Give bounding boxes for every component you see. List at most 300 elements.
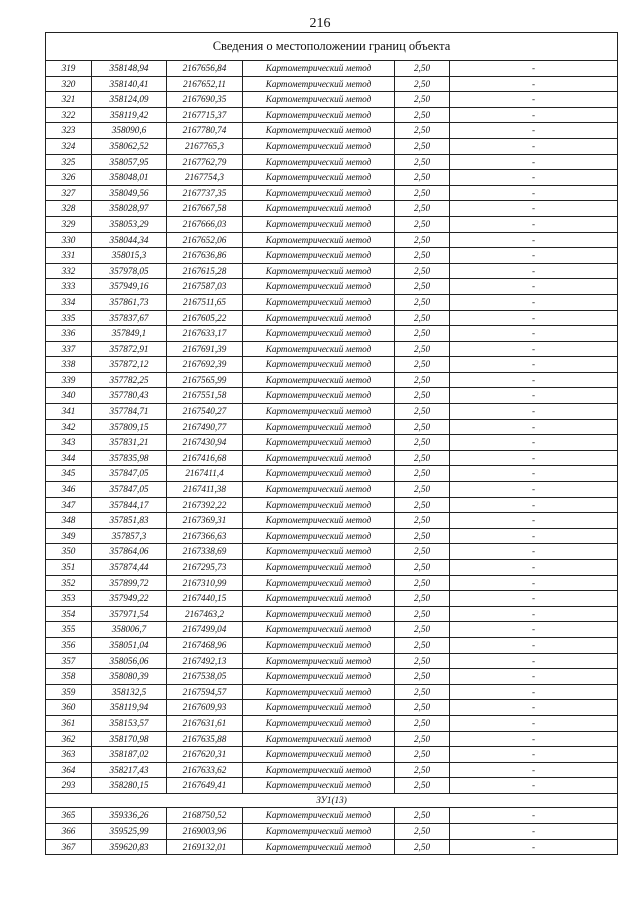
method-cell: Картометрический метод [243,185,395,201]
x-coordinate-cell: 358124,09 [92,92,167,108]
method-cell: Картометрический метод [243,76,395,92]
table-row [46,839,618,855]
table-row [46,747,618,763]
method-cell: Картометрический метод [243,497,395,513]
y-coordinate-cell: 2167490,77 [167,419,243,435]
table-title: Сведения о местоположении границ объекта [46,33,618,61]
method-cell: Картометрический метод [243,544,395,560]
accuracy-cell: 2,50 [395,497,450,513]
table-row [46,778,618,794]
note-cell: - [450,560,618,576]
table-row [46,123,618,139]
note-cell: - [450,419,618,435]
y-coordinate-cell: 2167538,05 [167,669,243,685]
y-coordinate-cell: 2167754,3 [167,170,243,186]
note-cell: - [450,232,618,248]
y-coordinate-cell: 2167765,3 [167,138,243,154]
point-number-cell: 363 [46,747,92,763]
table-row [46,326,618,342]
table-row [46,201,618,217]
y-coordinate-cell: 2167416,68 [167,450,243,466]
note-cell: - [450,513,618,529]
point-number-cell: 351 [46,560,92,576]
point-number-cell: 364 [46,762,92,778]
point-number-cell: 362 [46,731,92,747]
y-coordinate-cell: 2167666,03 [167,216,243,232]
x-coordinate-cell: 358119,42 [92,107,167,123]
accuracy-cell: 2,50 [395,575,450,591]
table-row [46,61,618,77]
y-coordinate-cell: 2167369,31 [167,513,243,529]
method-cell: Картометрический метод [243,216,395,232]
point-number-cell: 328 [46,201,92,217]
accuracy-cell: 2,50 [395,61,450,77]
y-coordinate-cell: 2167737,35 [167,185,243,201]
x-coordinate-cell: 357847,05 [92,466,167,482]
note-cell: - [450,575,618,591]
method-cell: Картометрический метод [243,357,395,373]
y-coordinate-cell: 2167295,73 [167,560,243,576]
note-cell: - [450,341,618,357]
accuracy-cell: 2,50 [395,637,450,653]
method-cell: Картометрический метод [243,747,395,763]
x-coordinate-cell: 359620,83 [92,839,167,855]
note-cell: - [450,294,618,310]
point-number-cell: 324 [46,138,92,154]
accuracy-cell: 2,50 [395,653,450,669]
point-number-cell: 337 [46,341,92,357]
note-cell: - [450,653,618,669]
accuracy-cell: 2,50 [395,747,450,763]
point-number-cell: 329 [46,216,92,232]
x-coordinate-cell: 359525,99 [92,824,167,840]
y-coordinate-cell: 2167690,35 [167,92,243,108]
accuracy-cell: 2,50 [395,528,450,544]
method-cell: Картометрический метод [243,466,395,482]
point-number-cell: 340 [46,388,92,404]
method-cell: Картометрический метод [243,201,395,217]
note-cell: - [450,591,618,607]
table-row [46,544,618,560]
x-coordinate-cell: 358090,6 [92,123,167,139]
y-coordinate-cell: 2167551,58 [167,388,243,404]
method-cell: Картометрический метод [243,450,395,466]
accuracy-cell: 2,50 [395,482,450,498]
note-cell: - [450,482,618,498]
table-row [46,372,618,388]
x-coordinate-cell: 357861,73 [92,294,167,310]
accuracy-cell: 2,50 [395,513,450,529]
note-cell: - [450,216,618,232]
y-coordinate-cell: 2167463,2 [167,606,243,622]
x-coordinate-cell: 358132,5 [92,684,167,700]
method-cell: Картометрический метод [243,154,395,170]
y-coordinate-cell: 2167780,74 [167,123,243,139]
table-row [46,435,618,451]
note-cell: - [450,684,618,700]
note-cell: - [450,357,618,373]
x-coordinate-cell: 358028,97 [92,201,167,217]
point-number-cell: 333 [46,279,92,295]
note-cell: - [450,248,618,264]
y-coordinate-cell: 2167511,65 [167,294,243,310]
note-cell: - [450,263,618,279]
method-cell: Картометрический метод [243,591,395,607]
point-number-cell: 354 [46,606,92,622]
table-row [46,357,618,373]
x-coordinate-cell: 357864,06 [92,544,167,560]
point-number-cell: 361 [46,715,92,731]
accuracy-cell: 2,50 [395,357,450,373]
x-coordinate-cell: 358044,34 [92,232,167,248]
x-coordinate-cell: 357837,67 [92,310,167,326]
y-coordinate-cell: 2167492,13 [167,653,243,669]
method-cell: Картометрический метод [243,326,395,342]
accuracy-cell: 2,50 [395,326,450,342]
x-coordinate-cell: 358057,95 [92,154,167,170]
method-cell: Картометрический метод [243,482,395,498]
accuracy-cell: 2,50 [395,279,450,295]
method-cell: Картометрический метод [243,669,395,685]
method-cell: Картометрический метод [243,653,395,669]
point-number-cell: 342 [46,419,92,435]
y-coordinate-cell: 2167587,03 [167,279,243,295]
table-row [46,466,618,482]
note-cell: - [450,715,618,731]
y-coordinate-cell: 2167338,69 [167,544,243,560]
x-coordinate-cell: 357831,21 [92,435,167,451]
point-number-cell: 367 [46,839,92,855]
x-coordinate-cell: 358153,57 [92,715,167,731]
x-coordinate-cell: 357847,05 [92,482,167,498]
y-coordinate-cell: 2167366,63 [167,528,243,544]
x-coordinate-cell: 358049,56 [92,185,167,201]
x-coordinate-cell: 358148,94 [92,61,167,77]
note-cell: - [450,731,618,747]
x-coordinate-cell: 358080,39 [92,669,167,685]
point-number-cell: 320 [46,76,92,92]
x-coordinate-cell: 358051,04 [92,637,167,653]
accuracy-cell: 2,50 [395,778,450,794]
x-coordinate-cell: 358280,15 [92,778,167,794]
method-cell: Картометрический метод [243,513,395,529]
y-coordinate-cell: 2167310,99 [167,575,243,591]
method-cell: Картометрический метод [243,123,395,139]
x-coordinate-cell: 358006,7 [92,622,167,638]
method-cell: Картометрический метод [243,294,395,310]
accuracy-cell: 2,50 [395,248,450,264]
note-cell: - [450,107,618,123]
method-cell: Картометрический метод [243,372,395,388]
y-coordinate-cell: 2167762,79 [167,154,243,170]
y-coordinate-cell: 2167468,96 [167,637,243,653]
note-cell: - [450,824,618,840]
method-cell: Картометрический метод [243,560,395,576]
y-coordinate-cell: 2168750,52 [167,808,243,824]
method-cell: Картометрический метод [243,839,395,855]
y-coordinate-cell: 2167392,22 [167,497,243,513]
note-cell: - [450,279,618,295]
table-row [46,731,618,747]
table-row [46,669,618,685]
section-header-row [46,793,618,808]
note-cell: - [450,700,618,716]
method-cell: Картометрический метод [243,700,395,716]
point-number-cell: 327 [46,185,92,201]
point-number-cell: 357 [46,653,92,669]
note-cell: - [450,435,618,451]
x-coordinate-cell: 358140,41 [92,76,167,92]
x-coordinate-cell: 357782,25 [92,372,167,388]
point-number-cell: 331 [46,248,92,264]
note-cell: - [450,606,618,622]
point-number-cell: 334 [46,294,92,310]
note-cell: - [450,76,618,92]
point-number-cell: 350 [46,544,92,560]
method-cell: Картометрический метод [243,107,395,123]
accuracy-cell: 2,50 [395,762,450,778]
accuracy-cell: 2,50 [395,824,450,840]
accuracy-cell: 2,50 [395,404,450,420]
note-cell: - [450,388,618,404]
note-cell: - [450,310,618,326]
x-coordinate-cell: 358062,52 [92,138,167,154]
y-coordinate-cell: 2167692,39 [167,357,243,373]
x-coordinate-cell: 358048,01 [92,170,167,186]
note-cell: - [450,497,618,513]
method-cell: Картометрический метод [243,731,395,747]
table-row [46,138,618,154]
table-row [46,497,618,513]
accuracy-cell: 2,50 [395,808,450,824]
table-row [46,419,618,435]
y-coordinate-cell: 2167691,39 [167,341,243,357]
accuracy-cell: 2,50 [395,419,450,435]
point-number-cell: 321 [46,92,92,108]
method-cell: Картометрический метод [243,170,395,186]
note-cell: - [450,61,618,77]
table-row [46,279,618,295]
note-cell: - [450,123,618,139]
method-cell: Картометрический метод [243,138,395,154]
note-cell: - [450,622,618,638]
table-row [46,232,618,248]
point-number-cell: 358 [46,669,92,685]
accuracy-cell: 2,50 [395,216,450,232]
accuracy-cell: 2,50 [395,123,450,139]
note-cell: - [450,138,618,154]
point-number-cell: 348 [46,513,92,529]
x-coordinate-cell: 357872,12 [92,357,167,373]
point-number-cell: 336 [46,326,92,342]
point-number-cell: 325 [46,154,92,170]
y-coordinate-cell: 2167609,93 [167,700,243,716]
y-coordinate-cell: 2167411,4 [167,466,243,482]
x-coordinate-cell: 358053,29 [92,216,167,232]
method-cell: Картометрический метод [243,824,395,840]
note-cell: - [450,170,618,186]
table-row [46,310,618,326]
x-coordinate-cell: 358170,98 [92,731,167,747]
x-coordinate-cell: 357899,72 [92,575,167,591]
note-cell: - [450,778,618,794]
accuracy-cell: 2,50 [395,263,450,279]
accuracy-cell: 2,50 [395,715,450,731]
method-cell: Картометрический метод [243,92,395,108]
accuracy-cell: 2,50 [395,388,450,404]
accuracy-cell: 2,50 [395,170,450,186]
x-coordinate-cell: 357857,3 [92,528,167,544]
y-coordinate-cell: 2167540,27 [167,404,243,420]
method-cell: Картометрический метод [243,263,395,279]
point-number-cell: 319 [46,61,92,77]
x-coordinate-cell: 357780,43 [92,388,167,404]
method-cell: Картометрический метод [243,341,395,357]
y-coordinate-cell: 2167652,06 [167,232,243,248]
y-coordinate-cell: 2169003,96 [167,824,243,840]
table-row [46,528,618,544]
y-coordinate-cell: 2167715,37 [167,107,243,123]
method-cell: Картометрический метод [243,715,395,731]
accuracy-cell: 2,50 [395,372,450,388]
x-coordinate-cell: 358217,43 [92,762,167,778]
y-coordinate-cell: 2167499,04 [167,622,243,638]
point-number-cell: 356 [46,637,92,653]
accuracy-cell: 2,50 [395,669,450,685]
y-coordinate-cell: 2167440,15 [167,591,243,607]
table-row [46,216,618,232]
method-cell: Картометрический метод [243,279,395,295]
point-number-cell: 330 [46,232,92,248]
table-row [46,824,618,840]
method-cell: Картометрический метод [243,762,395,778]
y-coordinate-cell: 2167631,61 [167,715,243,731]
y-coordinate-cell: 2167667,58 [167,201,243,217]
method-cell: Картометрический метод [243,61,395,77]
table-row [46,762,618,778]
y-coordinate-cell: 2167633,62 [167,762,243,778]
point-number-cell: 353 [46,591,92,607]
accuracy-cell: 2,50 [395,731,450,747]
note-cell: - [450,201,618,217]
point-number-cell: 349 [46,528,92,544]
accuracy-cell: 2,50 [395,341,450,357]
table-row [46,294,618,310]
point-number-cell: 341 [46,404,92,420]
x-coordinate-cell: 358187,02 [92,747,167,763]
table-row [46,170,618,186]
accuracy-cell: 2,50 [395,138,450,154]
note-cell: - [450,747,618,763]
y-coordinate-cell: 2167615,28 [167,263,243,279]
y-coordinate-cell: 2167605,22 [167,310,243,326]
table-row [46,388,618,404]
table-row [46,92,618,108]
table-row [46,404,618,420]
note-cell: - [450,92,618,108]
method-cell: Картометрический метод [243,419,395,435]
y-coordinate-cell: 2167649,41 [167,778,243,794]
method-cell: Картометрический метод [243,778,395,794]
accuracy-cell: 2,50 [395,185,450,201]
point-number-cell: 332 [46,263,92,279]
accuracy-cell: 2,50 [395,544,450,560]
y-coordinate-cell: 2167652,11 [167,76,243,92]
accuracy-cell: 2,50 [395,435,450,451]
x-coordinate-cell: 357844,17 [92,497,167,513]
x-coordinate-cell: 357949,22 [92,591,167,607]
table-row [46,622,618,638]
x-coordinate-cell: 357809,15 [92,419,167,435]
table-row [46,263,618,279]
table-row [46,684,618,700]
method-cell: Картометрический метод [243,435,395,451]
note-cell: - [450,450,618,466]
point-number-cell: 359 [46,684,92,700]
x-coordinate-cell: 357971,54 [92,606,167,622]
method-cell: Картометрический метод [243,622,395,638]
method-cell: Картометрический метод [243,310,395,326]
accuracy-cell: 2,50 [395,450,450,466]
y-coordinate-cell: 2169132,01 [167,839,243,855]
table-row [46,715,618,731]
x-coordinate-cell: 357851,83 [92,513,167,529]
accuracy-cell: 2,50 [395,700,450,716]
method-cell: Картометрический метод [243,248,395,264]
note-cell: - [450,326,618,342]
accuracy-cell: 2,50 [395,684,450,700]
note-cell: - [450,185,618,201]
x-coordinate-cell: 357949,16 [92,279,167,295]
y-coordinate-cell: 2167620,31 [167,747,243,763]
point-number-cell: 344 [46,450,92,466]
y-coordinate-cell: 2167565,99 [167,372,243,388]
point-number-cell: 343 [46,435,92,451]
method-cell: Картометрический метод [243,528,395,544]
accuracy-cell: 2,50 [395,92,450,108]
method-cell: Картометрический метод [243,404,395,420]
point-number-cell: 339 [46,372,92,388]
y-coordinate-cell: 2167411,38 [167,482,243,498]
accuracy-cell: 2,50 [395,201,450,217]
x-coordinate-cell: 357872,91 [92,341,167,357]
y-coordinate-cell: 2167636,86 [167,248,243,264]
table-row [46,154,618,170]
y-coordinate-cell: 2167430,94 [167,435,243,451]
accuracy-cell: 2,50 [395,606,450,622]
table-row [46,76,618,92]
accuracy-cell: 2,50 [395,232,450,248]
method-cell: Картометрический метод [243,637,395,653]
x-coordinate-cell: 358119,94 [92,700,167,716]
x-coordinate-cell: 357978,05 [92,263,167,279]
accuracy-cell: 2,50 [395,154,450,170]
y-coordinate-cell: 2167594,57 [167,684,243,700]
table-row [46,248,618,264]
note-cell: - [450,544,618,560]
method-cell: Картометрический метод [243,232,395,248]
note-cell: - [450,839,618,855]
table-row [46,482,618,498]
table-row [46,637,618,653]
x-coordinate-cell: 357849,1 [92,326,167,342]
table-row [46,606,618,622]
point-number-cell: 352 [46,575,92,591]
table-row [46,107,618,123]
note-cell: - [450,372,618,388]
table-row [46,808,618,824]
point-number-cell: 335 [46,310,92,326]
